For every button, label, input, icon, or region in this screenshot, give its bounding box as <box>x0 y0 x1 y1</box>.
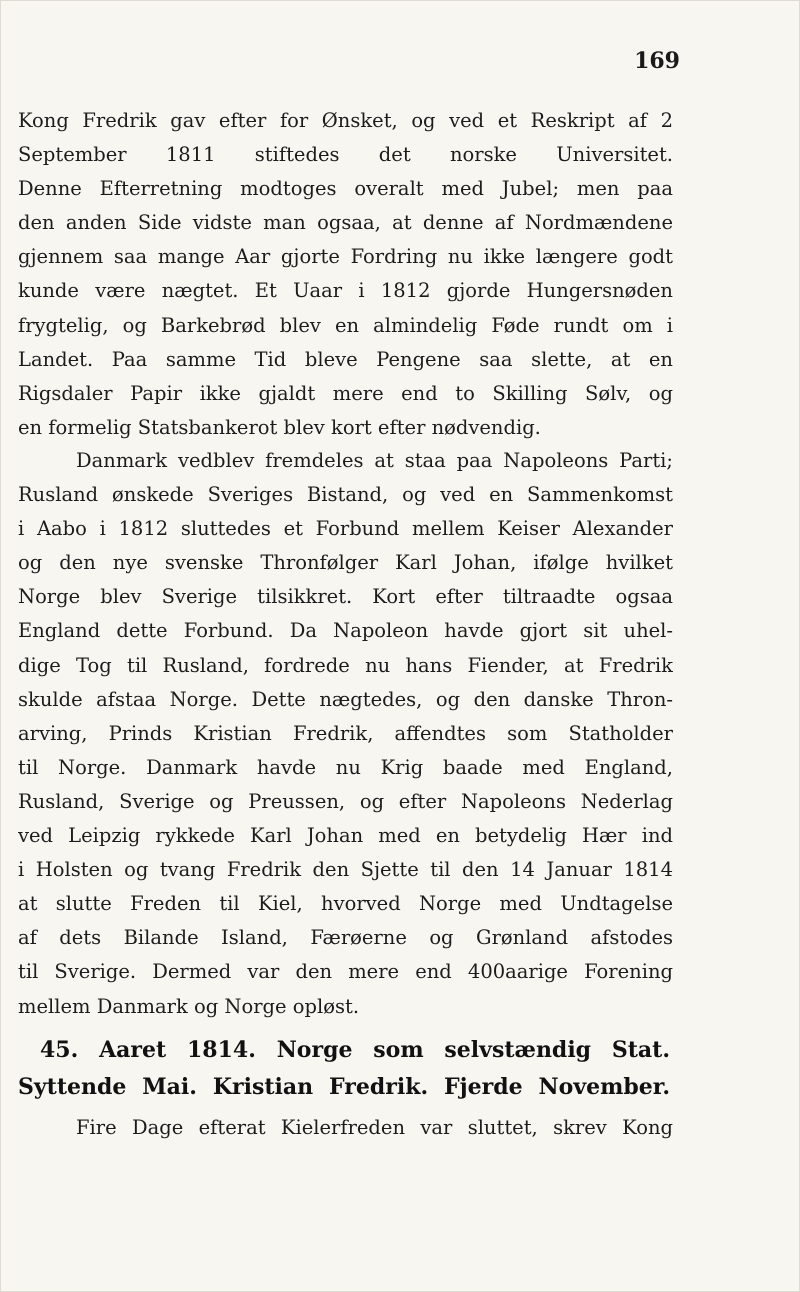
paragraph-line: at slutte Freden til Kiel, hvorved Norge med Undtagelse <box>18 892 673 916</box>
paragraph-line: til Norge. Danmark havde nu Krig baade med England, <box>18 755 673 779</box>
paragraph-line: Rusland ønskede Sveriges Bistand, og ved en Sammenkomst <box>18 483 673 507</box>
paragraph-3 <box>18 1111 673 1145</box>
paragraph-line: Fire Dage efterat Kielerfreden var sluttet, skrev Kong <box>76 1116 673 1139</box>
paragraph-line: Norge blev Sverige tilsikkret. Kort efter tiltraadte ogsaa <box>18 585 673 609</box>
paragraph-line: en formelig Statsbankerot blev kort efter nødvendig. <box>18 415 541 439</box>
paragraph-2 <box>18 444 673 1024</box>
section-heading-line-2: Syttende Mai. Kristian Fredrik. Fjerde November. <box>18 1074 670 1100</box>
paragraph-line: England dette Forbund. Da Napoleon havde gjort sit uhel- <box>18 619 673 643</box>
section-number: 45. <box>40 1037 79 1063</box>
paragraph-line: September 1811 stiftedes det norske Universitet. <box>18 143 673 167</box>
paragraph-line: skulde afstaa Norge. Dette nægtedes, og den danske Thron- <box>18 687 673 711</box>
paragraph-line: Rigsdaler Papir ikke gjaldt mere end to Skilling Sølv, og <box>18 381 673 405</box>
paragraph-line: kunde være nægtet. Et Uaar i 1812 gjorde Hungersnøden <box>18 279 673 303</box>
paragraph-line: Rusland, Sverige og Preussen, og efter Napoleons Nederlag <box>18 789 673 813</box>
paragraph-line: i Holsten og tvang Fredrik den Sjette til den 14 Januar 1814 <box>18 858 673 882</box>
paragraph-line: frygtelig, og Barkebrød blev en almindelig Føde rundt om i <box>18 313 673 337</box>
paragraph-line: arving, Prinds Kristian Fredrik, affendtes som Statholder <box>18 721 673 745</box>
paragraph-line: dige Tog til Rusland, fordrede nu hans Fiender, at Fredrik <box>18 653 673 677</box>
paragraph-line: ved Leipzig rykkede Karl Johan med en betydelig Hær ind <box>18 824 673 848</box>
section-title-part-1: Aaret 1814. Norge som selvstændig Stat. <box>99 1037 670 1063</box>
paragraph-line: af dets Bilande Island, Færøerne og Grønland afstodes <box>18 926 673 950</box>
paragraph-line: gjennem saa mange Aar gjorte Fordring nu ikke længere godt <box>18 245 673 269</box>
paragraph-line: mellem Danmark og Norge opløst. <box>18 994 360 1018</box>
paragraph-line: den anden Side vidste man ogsaa, at denne af Nordmændene <box>18 211 673 235</box>
page-number: 169 <box>634 48 680 74</box>
paragraph-line: til Sverige. Dermed var den mere end 400aarige Forening <box>18 960 673 984</box>
section-heading <box>18 1032 670 1106</box>
paragraph-line: Kong Fredrik gav efter for Ønsket, og ved et Reskript af 2 <box>18 109 673 132</box>
paragraph-1 <box>18 104 673 445</box>
section-heading-line-1 <box>18 1032 670 1069</box>
paragraph-line: i Aabo i 1812 sluttedes et Forbund mellem Keiser Alexander <box>18 517 673 541</box>
paragraph-line: Denne Efterretning modtoges overalt med Jubel; men paa <box>18 177 673 201</box>
paragraph-line: Danmark vedblev fremdeles at staa paa Napoleons Parti; <box>76 449 673 472</box>
paragraph-line: Landet. Paa samme Tid bleve Pengene saa slette, at en <box>18 347 673 371</box>
paragraph-line: og den nye svenske Thronfølger Karl Johan, ifølge hvilket <box>18 551 673 575</box>
